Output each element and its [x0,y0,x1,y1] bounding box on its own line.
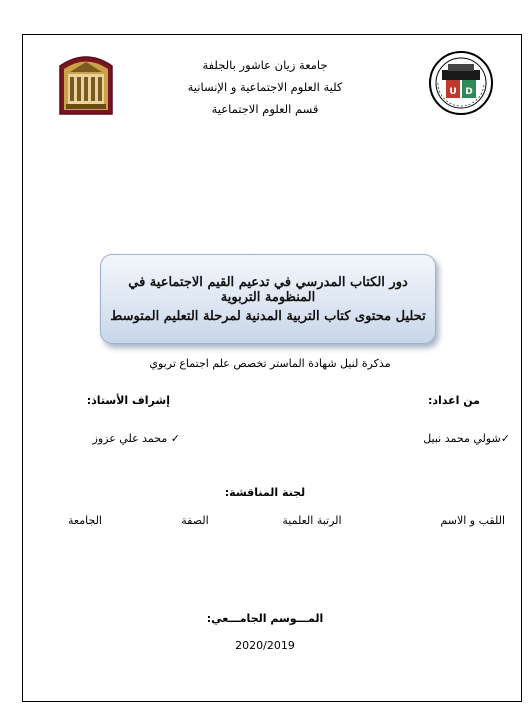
committee-col-university: الجامعة [68,514,102,527]
thesis-title-line-1: دور الكتاب المدرسي في تدعيم القيم الاجتماعية في المنظومة التربوية [128,275,408,305]
supervisor-name: محمد علي عزوز [92,432,168,445]
thesis-title-line-2: تحليل محتوى كتاب التربية المدنية لمرحلة التعليم المتوسط [110,309,426,324]
committee-col-name: اللقب و الاسم [440,514,505,527]
academic-season-year: 2020/2019 [235,639,295,652]
library-building-icon [56,50,116,116]
seal-letter-d: D [465,87,473,97]
student-name: شولي محمد نبيل [423,432,501,445]
student-name-row [380,432,510,445]
university-name: جامعة زيان عاشور بالجلفة [202,58,328,72]
committee-col-rank: الرتبة العلمية [282,514,342,527]
faculty-name: كلية العلوم الاجتماعية و الإنسانية [187,80,343,94]
department-name: قسم العلوم الاجتماعية [211,102,319,116]
thesis-subtitle: مذكرة لنيل شهادة الماستر تخصص علم اجتماع تربوي [149,357,391,370]
thesis-title-box [100,254,436,344]
academic-season-label: المـــوسم الجامـــعي: [206,612,324,625]
university-seal-icon [428,50,494,116]
check-icon: ✓ [170,432,180,445]
prepared-by-label: من اعداد: [428,394,480,407]
check-icon: ✓ [500,432,510,445]
supervisor-name-row [55,432,180,445]
supervisor-label: إشراف الأستاذ: [86,394,170,407]
committee-col-role: الصفة [181,514,209,527]
seal-letter-u: U [449,87,457,97]
committee-label: لجنة المناقشة: [224,486,306,499]
